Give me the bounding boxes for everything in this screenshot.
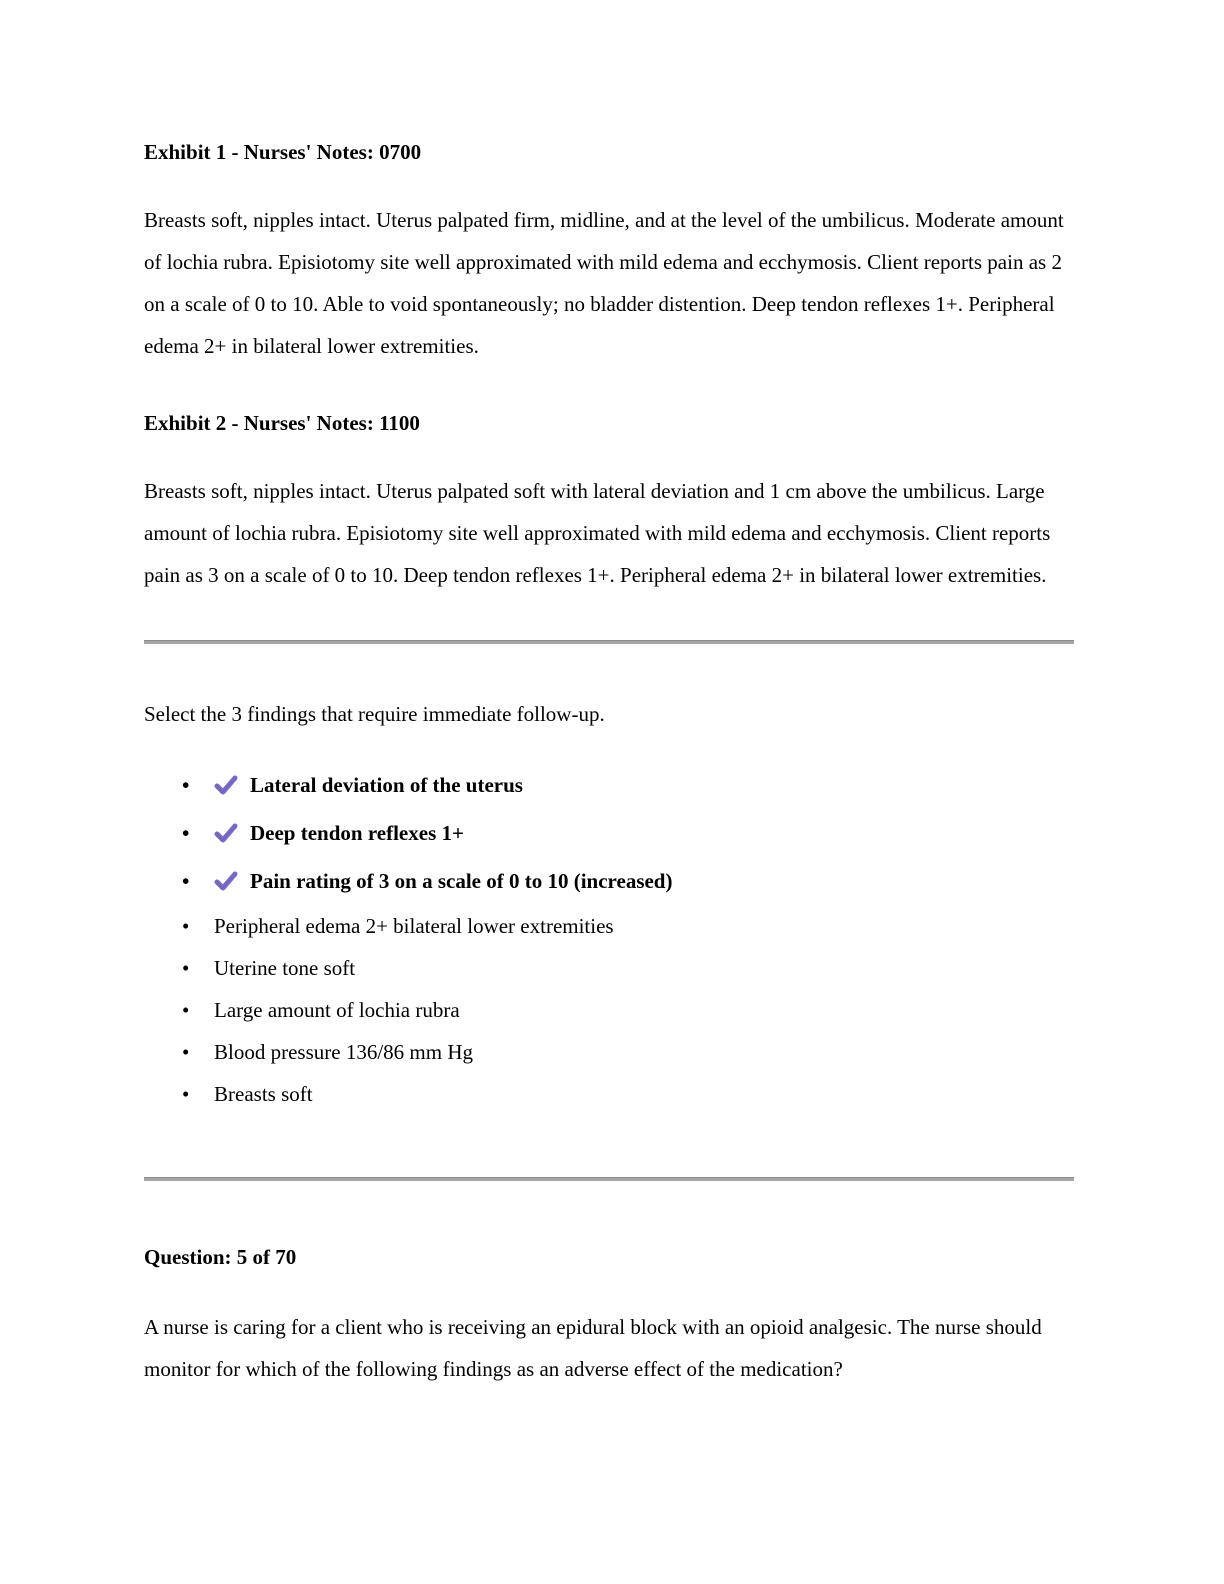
bullet-marker: • <box>182 997 190 1022</box>
answer-option-label: Peripheral edema 2+ bilateral lower extremities <box>214 913 614 938</box>
answer-option-selected <box>144 809 1074 857</box>
section-divider-top <box>144 640 1074 644</box>
answer-option-label: Large amount of lochia rubra <box>214 997 460 1022</box>
checkmark-icon <box>214 870 240 892</box>
bullet-marker: • <box>182 1081 190 1106</box>
exhibit1-body: Breasts soft, nipples intact. Uterus palpated firm, midline, and at the level of the umbilicus. Moderate amount of lochia rubra. Episiotomy site well approximated with mild edema and ecchymosis. Client reports pain as 2 on a scale of 0 to 10. Able to void spontaneously; no bladder distention. Deep tendon reflexes 1+. Peripheral edema 2+ in bilateral lower extremities. <box>144 208 1064 358</box>
bullet-marker: • <box>182 955 190 980</box>
checkmark-icon <box>214 774 240 796</box>
answer-option <box>144 947 1074 989</box>
answer-option <box>144 1031 1074 1073</box>
answer-option-selected <box>144 761 1074 809</box>
answer-option-label: Deep tendon reflexes 1+ <box>250 820 464 845</box>
answer-options-list <box>144 761 1074 1115</box>
answer-option <box>144 905 1074 947</box>
bullet-marker: • <box>182 820 190 845</box>
answer-option-label: Blood pressure 136/86 mm Hg <box>214 1039 473 1064</box>
spacer <box>144 1125 1074 1155</box>
bullet-marker: • <box>182 913 190 938</box>
bullet-marker: • <box>182 868 190 893</box>
answer-option-selected <box>144 857 1074 905</box>
bullet-marker: • <box>182 1039 190 1064</box>
answer-option-label: Lateral deviation of the uterus <box>250 772 523 797</box>
exhibit2-body: Breasts soft, nipples intact. Uterus palpated soft with lateral deviation and 1 cm above the umbilicus. Large amount of lochia rubra. Episiotomy site well approximated with mild edema and ecchymosis. Client reports pain as 3 on a scale of 0 to 10. Deep tendon reflexes 1+. Peripheral edema 2+ in bilateral lower extremities. <box>144 479 1051 587</box>
bullet-marker: • <box>182 772 190 797</box>
exhibit2-title: Exhibit 2 - Nurses' Notes: 1100 <box>144 411 420 435</box>
answer-option-label: Pain rating of 3 on a scale of 0 to 10 (increased) <box>250 868 673 893</box>
answer-option-label: Uterine tone soft <box>214 955 356 980</box>
exhibit1-title: Exhibit 1 - Nurses' Notes: 0700 <box>144 140 422 164</box>
question-number-header: Question: 5 of 70 <box>144 1245 297 1269</box>
select-question-prompt: Select the 3 findings that require immediate follow-up. <box>144 702 605 726</box>
answer-option <box>144 1073 1074 1115</box>
question-body-text: A nurse is caring for a client who is receiving an epidural block with an opioid analgesic. The nurse should monitor for which of the following findings as an adverse effect of the medication? <box>144 1315 1042 1381</box>
checkmark-icon <box>214 822 240 844</box>
answer-option-label: Breasts soft <box>214 1081 313 1106</box>
section-divider-bottom <box>144 1177 1074 1181</box>
answer-option <box>144 989 1074 1031</box>
